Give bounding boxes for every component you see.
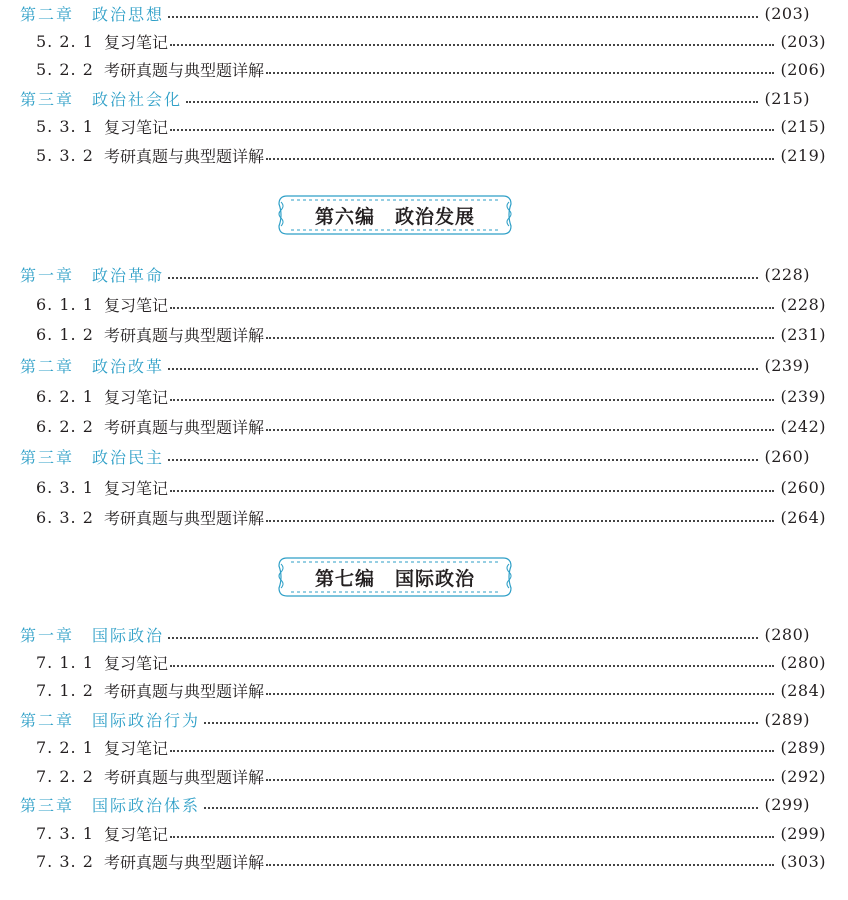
section-number: 6. 1. 2 bbox=[36, 324, 94, 344]
toc-chapter[interactable] bbox=[0, 85, 832, 111]
section-number: 7. 2. 1 bbox=[36, 737, 94, 757]
dot-leader bbox=[168, 458, 758, 461]
section-number: 7. 2. 2 bbox=[36, 766, 94, 786]
toc-section[interactable] bbox=[0, 763, 848, 789]
page-number: (303) bbox=[780, 851, 826, 871]
toc-section[interactable] bbox=[0, 113, 848, 139]
toc-section[interactable] bbox=[0, 142, 848, 168]
chapter-title: 第三章 政治社会化 bbox=[20, 89, 183, 109]
dot-leader bbox=[170, 306, 774, 309]
section-title: 复习笔记 bbox=[104, 738, 169, 758]
dot-leader bbox=[170, 835, 774, 838]
page-number: (260) bbox=[780, 477, 826, 497]
page-number: (203) bbox=[780, 31, 826, 51]
section-number: 5. 2. 1 bbox=[36, 31, 94, 51]
section-title: 复习笔记 bbox=[104, 117, 169, 137]
section-number: 6. 3. 1 bbox=[36, 477, 94, 497]
toc-chapter[interactable] bbox=[0, 791, 832, 817]
page-number: (242) bbox=[780, 416, 826, 436]
chapter-title: 第二章 政治思想 bbox=[20, 4, 165, 24]
section-number: 5. 3. 2 bbox=[36, 145, 94, 165]
section-title: 考研真题与典型题详解 bbox=[104, 325, 265, 345]
toc-chapter[interactable] bbox=[0, 706, 832, 732]
page-number: (228) bbox=[764, 264, 810, 284]
dot-leader bbox=[170, 489, 774, 492]
dot-leader bbox=[170, 43, 774, 46]
dot-leader bbox=[266, 157, 774, 160]
chapter-title: 第一章 国际政治 bbox=[20, 625, 165, 645]
page-number: (239) bbox=[780, 386, 826, 406]
dot-leader bbox=[170, 398, 774, 401]
page-number: (289) bbox=[764, 709, 810, 729]
section-title: 复习笔记 bbox=[104, 824, 169, 844]
section-title: 考研真题与典型题详解 bbox=[104, 767, 265, 787]
toc-chapter[interactable] bbox=[0, 261, 832, 287]
page-number: (280) bbox=[764, 624, 810, 644]
page-number: (203) bbox=[764, 3, 810, 23]
part-title: 第七编 国际政治 bbox=[314, 567, 475, 590]
section-title: 复习笔记 bbox=[104, 653, 169, 673]
dot-leader bbox=[170, 128, 774, 131]
page-number: (206) bbox=[780, 59, 826, 79]
page-number: (219) bbox=[780, 145, 826, 165]
page-number: (260) bbox=[764, 446, 810, 466]
section-number: 5. 3. 1 bbox=[36, 116, 94, 136]
page-number: (228) bbox=[780, 294, 826, 314]
section-title: 考研真题与典型题详解 bbox=[104, 508, 265, 528]
toc-section[interactable] bbox=[0, 474, 848, 500]
page-number: (231) bbox=[780, 324, 826, 344]
section-number: 6. 1. 1 bbox=[36, 294, 94, 314]
chapter-title: 第二章 政治改革 bbox=[20, 356, 165, 376]
page-number: (299) bbox=[764, 794, 810, 814]
page-number: (299) bbox=[780, 823, 826, 843]
toc-section[interactable] bbox=[0, 56, 848, 82]
section-title: 复习笔记 bbox=[104, 387, 169, 407]
section-number: 7. 1. 2 bbox=[36, 680, 94, 700]
toc-section[interactable] bbox=[0, 321, 848, 347]
section-title: 复习笔记 bbox=[104, 32, 169, 52]
dot-leader bbox=[168, 15, 758, 18]
dot-leader bbox=[186, 100, 758, 103]
part-banner bbox=[273, 554, 517, 600]
page-number: (280) bbox=[780, 652, 826, 672]
section-number: 5. 2. 2 bbox=[36, 59, 94, 79]
chapter-title: 第二章 国际政治行为 bbox=[20, 710, 201, 730]
section-number: 7. 1. 1 bbox=[36, 652, 94, 672]
toc-chapter[interactable] bbox=[0, 352, 832, 378]
dot-leader bbox=[266, 336, 774, 339]
toc-section[interactable] bbox=[0, 291, 848, 317]
dot-leader bbox=[204, 721, 758, 724]
dot-leader bbox=[170, 664, 774, 667]
toc-section[interactable] bbox=[0, 848, 848, 874]
toc-chapter[interactable] bbox=[0, 621, 832, 647]
toc-section[interactable] bbox=[0, 649, 848, 675]
dot-leader bbox=[204, 806, 758, 809]
toc-section[interactable] bbox=[0, 734, 848, 760]
toc-chapter[interactable] bbox=[0, 443, 832, 469]
dot-leader bbox=[266, 778, 774, 781]
dot-leader bbox=[168, 636, 758, 639]
section-number: 7. 3. 2 bbox=[36, 851, 94, 871]
toc-section[interactable] bbox=[0, 383, 848, 409]
dot-leader bbox=[266, 863, 774, 866]
section-number: 7. 3. 1 bbox=[36, 823, 94, 843]
page-number: (264) bbox=[780, 507, 826, 527]
page-number: (292) bbox=[780, 766, 826, 786]
page-number: (239) bbox=[764, 355, 810, 375]
part-title: 第六编 政治发展 bbox=[314, 205, 475, 228]
section-title: 复习笔记 bbox=[104, 478, 169, 498]
dot-leader bbox=[170, 749, 774, 752]
toc-section[interactable] bbox=[0, 677, 848, 703]
dot-leader bbox=[266, 428, 774, 431]
page-number: (215) bbox=[780, 116, 826, 136]
toc-section[interactable] bbox=[0, 820, 848, 846]
section-number: 6. 3. 2 bbox=[36, 507, 94, 527]
dot-leader bbox=[168, 276, 758, 279]
toc-section[interactable] bbox=[0, 413, 848, 439]
dot-leader bbox=[266, 692, 774, 695]
section-title: 考研真题与典型题详解 bbox=[104, 60, 265, 80]
toc-section[interactable] bbox=[0, 28, 848, 54]
section-number: 6. 2. 1 bbox=[36, 386, 94, 406]
section-title: 考研真题与典型题详解 bbox=[104, 146, 265, 166]
chapter-title: 第一章 政治革命 bbox=[20, 265, 165, 285]
page-number: (289) bbox=[780, 737, 826, 757]
page-number: (284) bbox=[780, 680, 826, 700]
section-title: 考研真题与典型题详解 bbox=[104, 852, 265, 872]
chapter-title: 第三章 国际政治体系 bbox=[20, 795, 201, 815]
section-number: 6. 2. 2 bbox=[36, 416, 94, 436]
chapter-title: 第三章 政治民主 bbox=[20, 447, 165, 467]
part-banner bbox=[273, 192, 517, 238]
dot-leader bbox=[266, 519, 774, 522]
section-title: 复习笔记 bbox=[104, 295, 169, 315]
dot-leader bbox=[168, 367, 758, 370]
toc-chapter[interactable] bbox=[0, 0, 832, 26]
section-title: 考研真题与典型题详解 bbox=[104, 681, 265, 701]
page-number: (215) bbox=[764, 88, 810, 108]
section-title: 考研真题与典型题详解 bbox=[104, 417, 265, 437]
toc-section[interactable] bbox=[0, 504, 848, 530]
dot-leader bbox=[266, 71, 774, 74]
